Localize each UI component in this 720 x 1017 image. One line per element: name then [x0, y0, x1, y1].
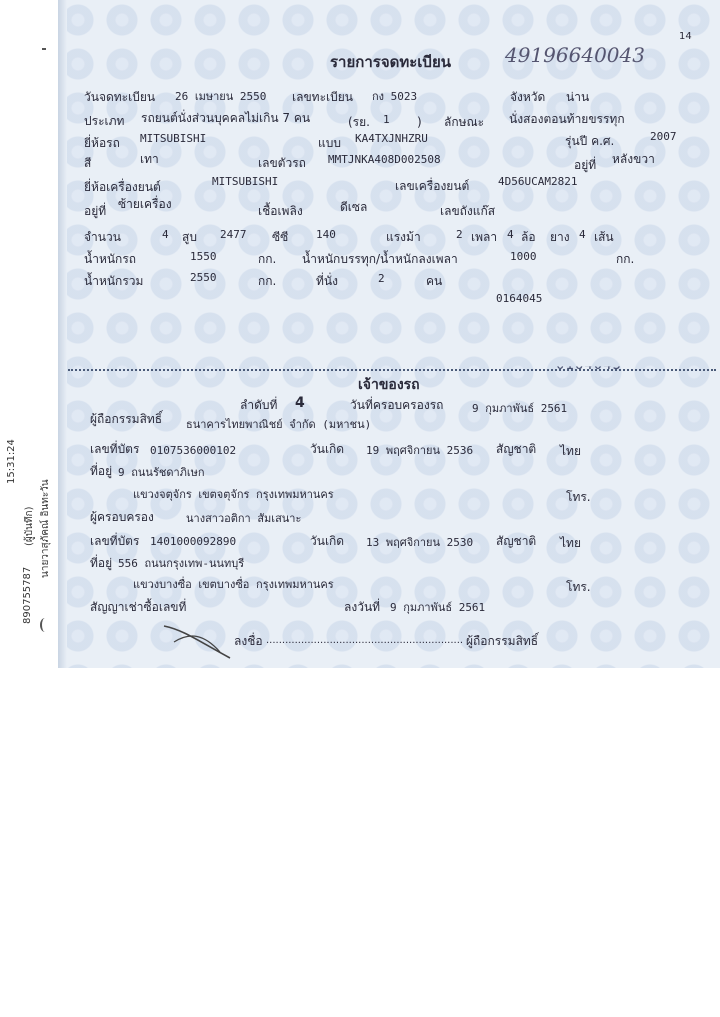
fuel-value: ดีเซล — [340, 200, 368, 214]
plate-label: เลขทะเบียน — [292, 90, 353, 104]
punch-mark — [42, 48, 46, 50]
possessor-addr-label: ที่อยู่ — [90, 556, 113, 570]
rs-value: 1 — [383, 113, 390, 126]
location1-value: หลังขวา — [612, 152, 655, 166]
chassis-label: เลขตัวรถ — [258, 156, 306, 170]
count-value: 4 — [162, 228, 169, 241]
location2-value: ซ้ายเครื่อง — [118, 197, 172, 211]
cc-label: ซีซี — [272, 230, 289, 244]
hp-label: แรงม้า — [386, 230, 421, 244]
possessor-dob-label: วันเกิด — [310, 534, 345, 548]
holder-label: ผู้ถือกรรมสิทธิ์ — [90, 412, 163, 426]
signature-scribble — [160, 612, 240, 662]
holder-nat-label: สัญชาติ — [496, 442, 537, 456]
reg-date-label: วันจดทะเบียน — [84, 90, 156, 104]
fuel-label: เชื้อเพลิง — [258, 204, 303, 218]
engine-brand-value: MITSUBISHI — [212, 175, 279, 188]
cc-value: 2477 — [220, 228, 247, 241]
sign-label: ลงชื่อ — [234, 634, 263, 648]
load-unit: กก. — [616, 252, 635, 266]
possessor-nat-value: ไทย — [560, 536, 581, 550]
order-value: 4 — [295, 395, 305, 411]
brand-label: ยี่ห้อรถ — [84, 136, 120, 150]
rs-close: ) — [417, 115, 422, 129]
page-number: 14 — [679, 31, 692, 42]
model-label: แบบ — [318, 136, 341, 150]
holder-addr-label: ที่อยู่ — [90, 464, 113, 478]
side-stamp-role: (ผู้บันทึก) — [24, 506, 35, 546]
weight-unit: กก. — [258, 252, 277, 266]
location1-label: อยู่ที่ — [574, 158, 597, 172]
color-value: เทา — [140, 152, 159, 166]
holder-value: ธนาคารไทยพาณิชย์ จำกัด (มหาชน) — [186, 418, 372, 431]
gas-tank-label: เลขถังแก๊ส — [440, 204, 496, 218]
total-weight-unit: กก. — [258, 274, 277, 288]
weight-value: 1550 — [190, 250, 217, 263]
brand-value: MITSUBISHI — [140, 132, 207, 145]
possessor-id-value: 1401000092890 — [150, 535, 237, 548]
handwritten-number: 49196640043 — [505, 43, 645, 67]
sign-dots: .............................................................. — [266, 635, 464, 646]
wheel-label: ล้อ — [521, 230, 536, 244]
possessor-value: นางสาวอติกา สัมเสนาะ — [186, 512, 302, 525]
holder-nat-value: ไทย — [560, 444, 581, 458]
reg-date-value: 26 เมษายน 2550 — [175, 90, 267, 103]
nature-value: นั่งสองตอนท้ายขรรทุก — [509, 112, 625, 126]
year-label: รุ่นปี ค.ศ. — [565, 134, 615, 148]
possessor-addr-line2: แขวงบางซื่อ เขตบางซื่อ กรุงเทพมหานคร — [133, 578, 334, 591]
engine-no-value: 4D56UCAM2821 — [498, 175, 578, 188]
side-stamp-name: นายวาสุภัคณ์ อินทะวัน — [40, 479, 51, 578]
seats-label: ที่นั่ง — [316, 274, 338, 288]
seats-value: 2 — [378, 272, 385, 285]
axle-label: เพลา — [471, 230, 498, 244]
document-title: รายการจดทะเบียน — [330, 53, 451, 71]
total-weight-value: 2550 — [190, 271, 217, 284]
possessor-id-label: เลขที่บัตร — [90, 534, 140, 548]
side-stamp-time: 15:31:24 — [6, 439, 17, 484]
wheel-value: 4 — [507, 228, 514, 241]
type-value: รถยนต์นั่งส่วนบุคคลไม่เกิน 7 คน — [141, 111, 311, 125]
engine-no-label: เลขเครื่องยนต์ — [395, 179, 470, 193]
rs-label: (รย. — [348, 115, 370, 129]
axle-value: 2 — [456, 228, 463, 241]
order-label: ลำดับที่ — [240, 398, 278, 412]
total-weight-label: น้ำหนักรวม — [84, 274, 144, 288]
plate-value: กง 5023 — [372, 90, 418, 103]
owner-section-title: เจ้าของรถ — [358, 377, 420, 393]
chassis-value: MMTJNKA408D002508 — [328, 153, 441, 166]
type-label: ประเภท — [84, 114, 125, 128]
tire-value: 4 — [579, 228, 586, 241]
load-value: 1000 — [510, 250, 537, 263]
holder-addr-line2: แขวงจตุจักร เขตจตุจักร กรุงเทพมหานคร — [133, 488, 334, 501]
holder-id-label: เลขที่บัตร — [90, 442, 140, 456]
hp-value: 140 — [316, 228, 336, 241]
holder-tel-label: โทร. — [566, 490, 591, 504]
side-stamp-phone: 890755787 — [22, 566, 33, 624]
engine-brand-label: ยี่ห้อเครื่องยนต์ — [84, 180, 161, 194]
possessor-nat-label: สัญชาติ — [496, 534, 537, 548]
contract-date-value: 9 กุมภาพันธ์ 2561 — [390, 601, 486, 614]
holder-id-value: 0107536000102 — [150, 444, 237, 457]
province-value: น่าน — [566, 90, 590, 104]
holder-addr-value: 9 ถนนรัชดาภิเษก — [118, 466, 205, 479]
fold-mark — [40, 618, 50, 632]
province-label: จังหวัด — [510, 90, 546, 104]
contract-date-label: ลงวันที่ — [344, 600, 381, 614]
contract-label: สัญญาเช่าซื้อเลขที่ — [90, 600, 187, 614]
year-value: 2007 — [650, 130, 677, 143]
seats-unit: คน — [426, 274, 443, 288]
cyl-label: สูบ — [182, 230, 197, 244]
tire-unit: เส้น — [594, 230, 614, 244]
possessor-tel-label: โทร. — [566, 580, 591, 594]
possessor-dob-value: 13 พฤศจิกายน 2530 — [366, 536, 474, 549]
color-label: สี — [84, 156, 92, 170]
tire-label: ยาง — [550, 230, 570, 244]
holder-dob-value: 19 พฤศจิกายน 2536 — [366, 444, 474, 457]
serial-number: 0164045 — [496, 292, 543, 305]
possession-date-label: วันที่ครอบครองรถ — [350, 398, 444, 412]
possession-date-value: 9 กุมภาพันธ์ 2561 — [472, 402, 568, 415]
holder-dob-label: วันเกิด — [310, 442, 345, 456]
location2-label: อยู่ที่ — [84, 204, 107, 218]
nature-label: ลักษณะ — [444, 115, 485, 129]
possessor-label: ผู้ครอบครอง — [90, 510, 154, 524]
possessor-addr-value: 556 ถนนกรุงเทพ-นนทบุรี — [118, 557, 245, 570]
sign-role: ผู้ถือกรรมสิทธิ์ — [466, 634, 539, 648]
count-label: จำนวน — [84, 230, 121, 244]
weight-label: น้ำหนักรถ — [84, 252, 137, 266]
model-value: KA4TXJNHZRU — [355, 132, 428, 145]
load-label: น้ำหนักบรรทุก/น้ำหนักลงเพลา — [302, 252, 458, 266]
